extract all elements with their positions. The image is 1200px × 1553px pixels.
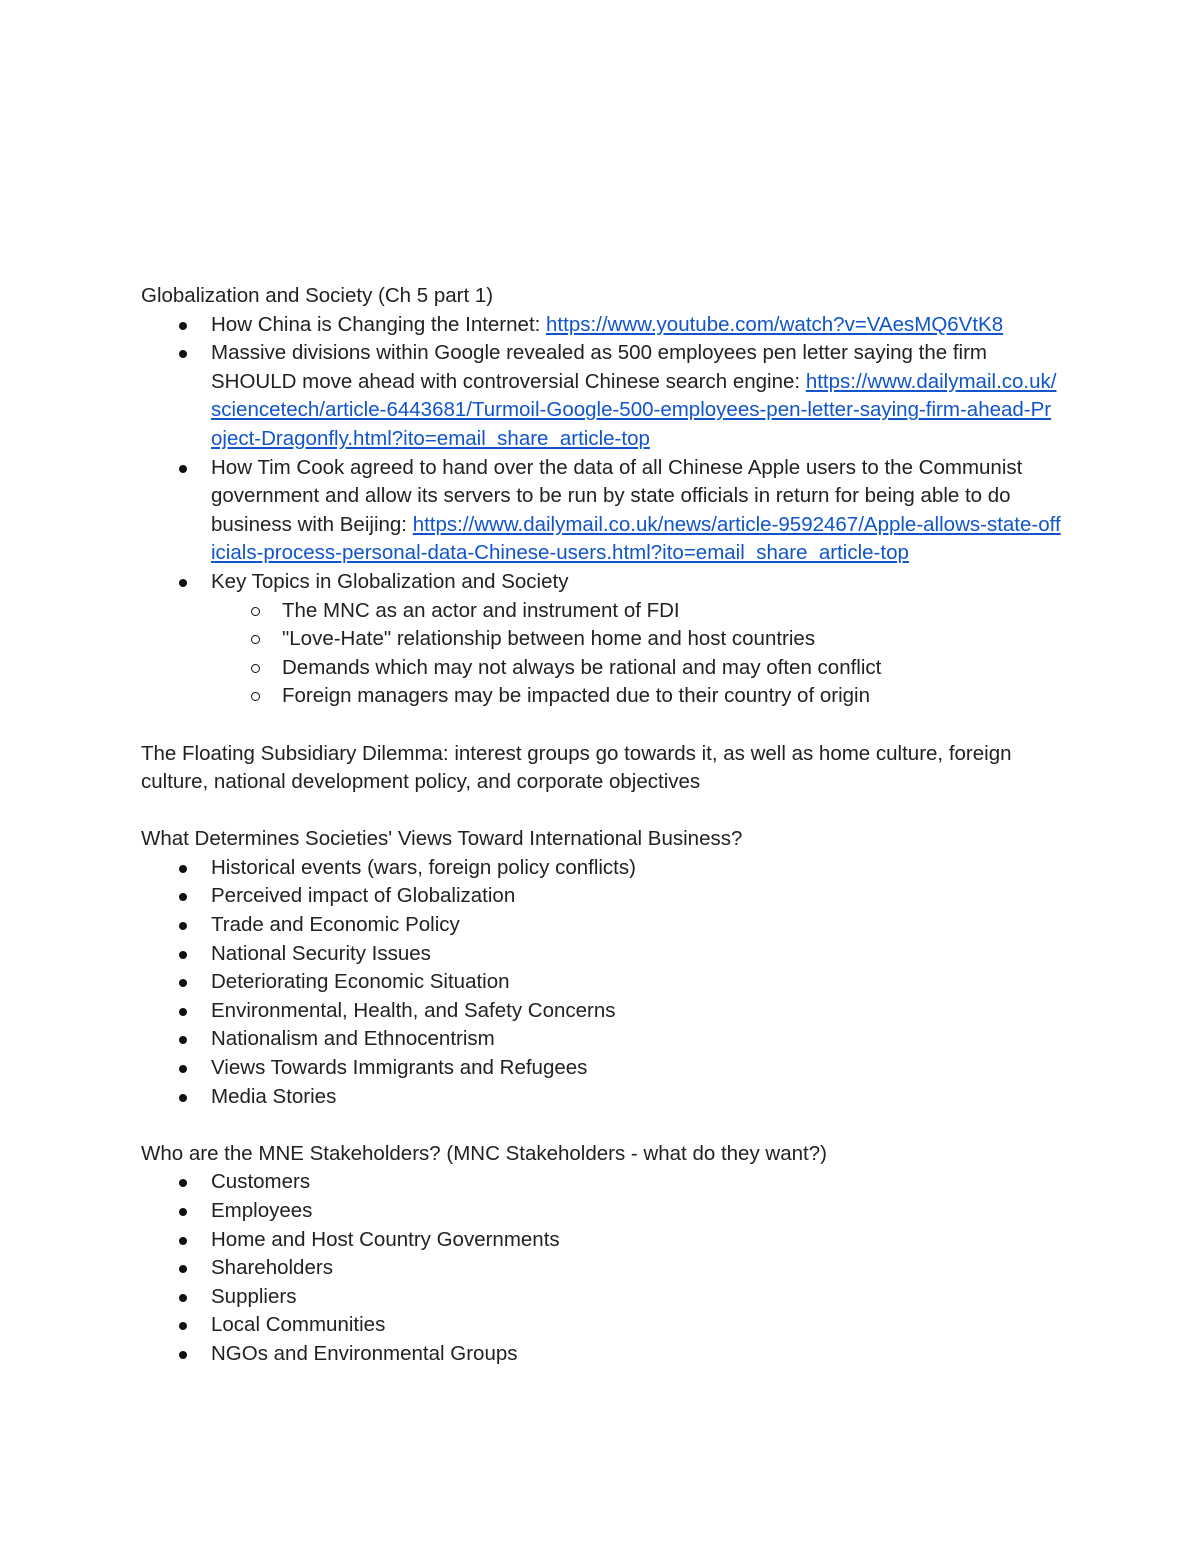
list-item <box>141 1025 1061 1054</box>
bullet-icon <box>179 1294 187 1302</box>
list-item-text: Massive divisions within Google revealed as 500 employees pen letter saying the firm SHOULD move ahead with controversial Chinese search engine: <box>211 341 987 393</box>
list-item <box>141 454 1061 568</box>
spacer <box>141 711 1061 740</box>
list-item <box>141 1340 1061 1369</box>
societies-views-list <box>141 854 1061 1111</box>
bullet-icon <box>179 979 187 987</box>
hollow-bullet-icon <box>251 664 260 673</box>
dailymail-google-link[interactable]: https://www.dailymail.co.uk/sciencetech/article-6443681/Turmoil-Google-500-employees-pen-letter-saying-firm-ahead-Project-Dragonfly.html?ito=email_share_article-top <box>211 369 1057 450</box>
bullet-icon <box>179 322 187 330</box>
list-item <box>141 997 1061 1026</box>
dailymail-apple-link[interactable]: https://www.dailymail.co.uk/news/article-9592467/Apple-allows-state-officials-process-personal-data-Chinese-users.html?ito=email_share_article-top <box>211 512 1061 565</box>
list-item-text: How China is Changing the Internet: <box>211 312 547 336</box>
list-item <box>141 1197 1061 1226</box>
list-item-text: Customers <box>211 1170 311 1194</box>
bullet-icon <box>179 1265 187 1273</box>
floating-subsidiary-paragraph: The Floating Subsidiary Dilemma: interest groups go towards it, as well as home culture, foreign culture, national development policy, and corporate objectives <box>141 741 1012 794</box>
spacer <box>141 797 1061 826</box>
list-item <box>141 882 1061 911</box>
section-title-stakeholders: Who are the MNE Stakeholders? (MNC Stakeholders - what do they want?) <box>141 1141 827 1165</box>
section-title-globalization: Globalization and Society (Ch 5 part 1) <box>141 284 494 307</box>
list-item-text: How Tim Cook agreed to hand over the data of all Chinese Apple users to the Communist government and allow its servers to be run by state officials in return for being able to do business with Beijing: <box>211 455 1023 536</box>
bullet-icon <box>179 579 187 587</box>
list-item-text: Deteriorating Economic Situation <box>211 970 510 994</box>
bullet-icon <box>179 1351 187 1359</box>
list-item-text: Key Topics in Globalization and Society <box>211 569 569 593</box>
list-item-text: Shareholders <box>211 1256 333 1280</box>
list-item-text: Employees <box>211 1199 313 1222</box>
list-item <box>141 1311 1061 1340</box>
section-title-societies-views: What Determines Societies' Views Toward International Business? <box>141 827 743 851</box>
list-item <box>141 1054 1061 1083</box>
sublist-item-text: The MNC as an actor and instrument of FDI <box>282 598 680 622</box>
list-item-text: Environmental, Health, and Safety Concerns <box>211 998 616 1022</box>
stakeholders-list <box>141 1168 1061 1368</box>
list-item-text: Perceived impact of Globalization <box>211 884 516 908</box>
bullet-icon <box>179 350 187 358</box>
sublist-item <box>141 625 1061 654</box>
list-item <box>141 854 1061 883</box>
list-item-text: Nationalism and Ethnocentrism <box>211 1027 495 1051</box>
list-item <box>141 568 1061 711</box>
list-item-text: Trade and Economic Policy <box>211 913 460 937</box>
sublist-item <box>141 654 1061 683</box>
list-item <box>141 1168 1061 1197</box>
sublist-item <box>141 597 1061 626</box>
bullet-icon <box>179 1094 187 1102</box>
bullet-icon <box>179 1065 187 1073</box>
sublist-item-text: Foreign managers may be impacted due to their country of origin <box>282 684 870 708</box>
key-topics-sublist <box>211 597 1061 711</box>
list-item <box>141 1083 1061 1112</box>
list-item-text: Historical events (wars, foreign policy conflicts) <box>211 855 636 879</box>
list-item-text: NGOs and Environmental Groups <box>211 1341 518 1365</box>
list-item <box>141 1254 1061 1283</box>
sublist-item-text: "Love-Hate" relationship between home and host countries <box>282 627 816 651</box>
list-item <box>141 968 1061 997</box>
list-item-text: National Security Issues <box>211 941 431 965</box>
bullet-icon <box>179 1179 187 1187</box>
sublist-item <box>141 682 1061 711</box>
bullet-icon <box>179 922 187 930</box>
list-item-text: Media Stories <box>211 1084 337 1108</box>
list-item <box>141 911 1061 940</box>
bullet-icon <box>179 1036 187 1044</box>
bullet-icon <box>179 1237 187 1245</box>
hollow-bullet-icon <box>251 635 260 644</box>
globalization-list <box>141 311 1061 711</box>
bullet-icon <box>179 1322 187 1330</box>
bullet-icon <box>179 1208 187 1216</box>
bullet-icon <box>179 1008 187 1016</box>
list-item-text: Home and Host Country Governments <box>211 1227 560 1251</box>
hollow-bullet-icon <box>251 607 260 616</box>
bullet-icon <box>179 951 187 959</box>
bullet-icon <box>179 893 187 901</box>
list-item-text: Local Communities <box>211 1313 386 1337</box>
list-item <box>141 1283 1061 1312</box>
youtube-link[interactable]: https://www.youtube.com/watch?v=VAesMQ6VtK8 <box>546 312 1004 336</box>
list-item-text: Views Towards Immigrants and Refugees <box>211 1056 588 1080</box>
bullet-icon <box>179 465 187 473</box>
list-item <box>141 311 1061 340</box>
list-item-text: Suppliers <box>211 1284 297 1308</box>
document-page <box>141 282 1061 1369</box>
hollow-bullet-icon <box>251 692 260 701</box>
bullet-icon <box>179 865 187 873</box>
sublist-item-text: Demands which may not always be rational and may often conflict <box>282 655 882 679</box>
list-item <box>141 940 1061 969</box>
list-item <box>141 339 1061 453</box>
list-item <box>141 1226 1061 1255</box>
spacer <box>141 1111 1061 1140</box>
